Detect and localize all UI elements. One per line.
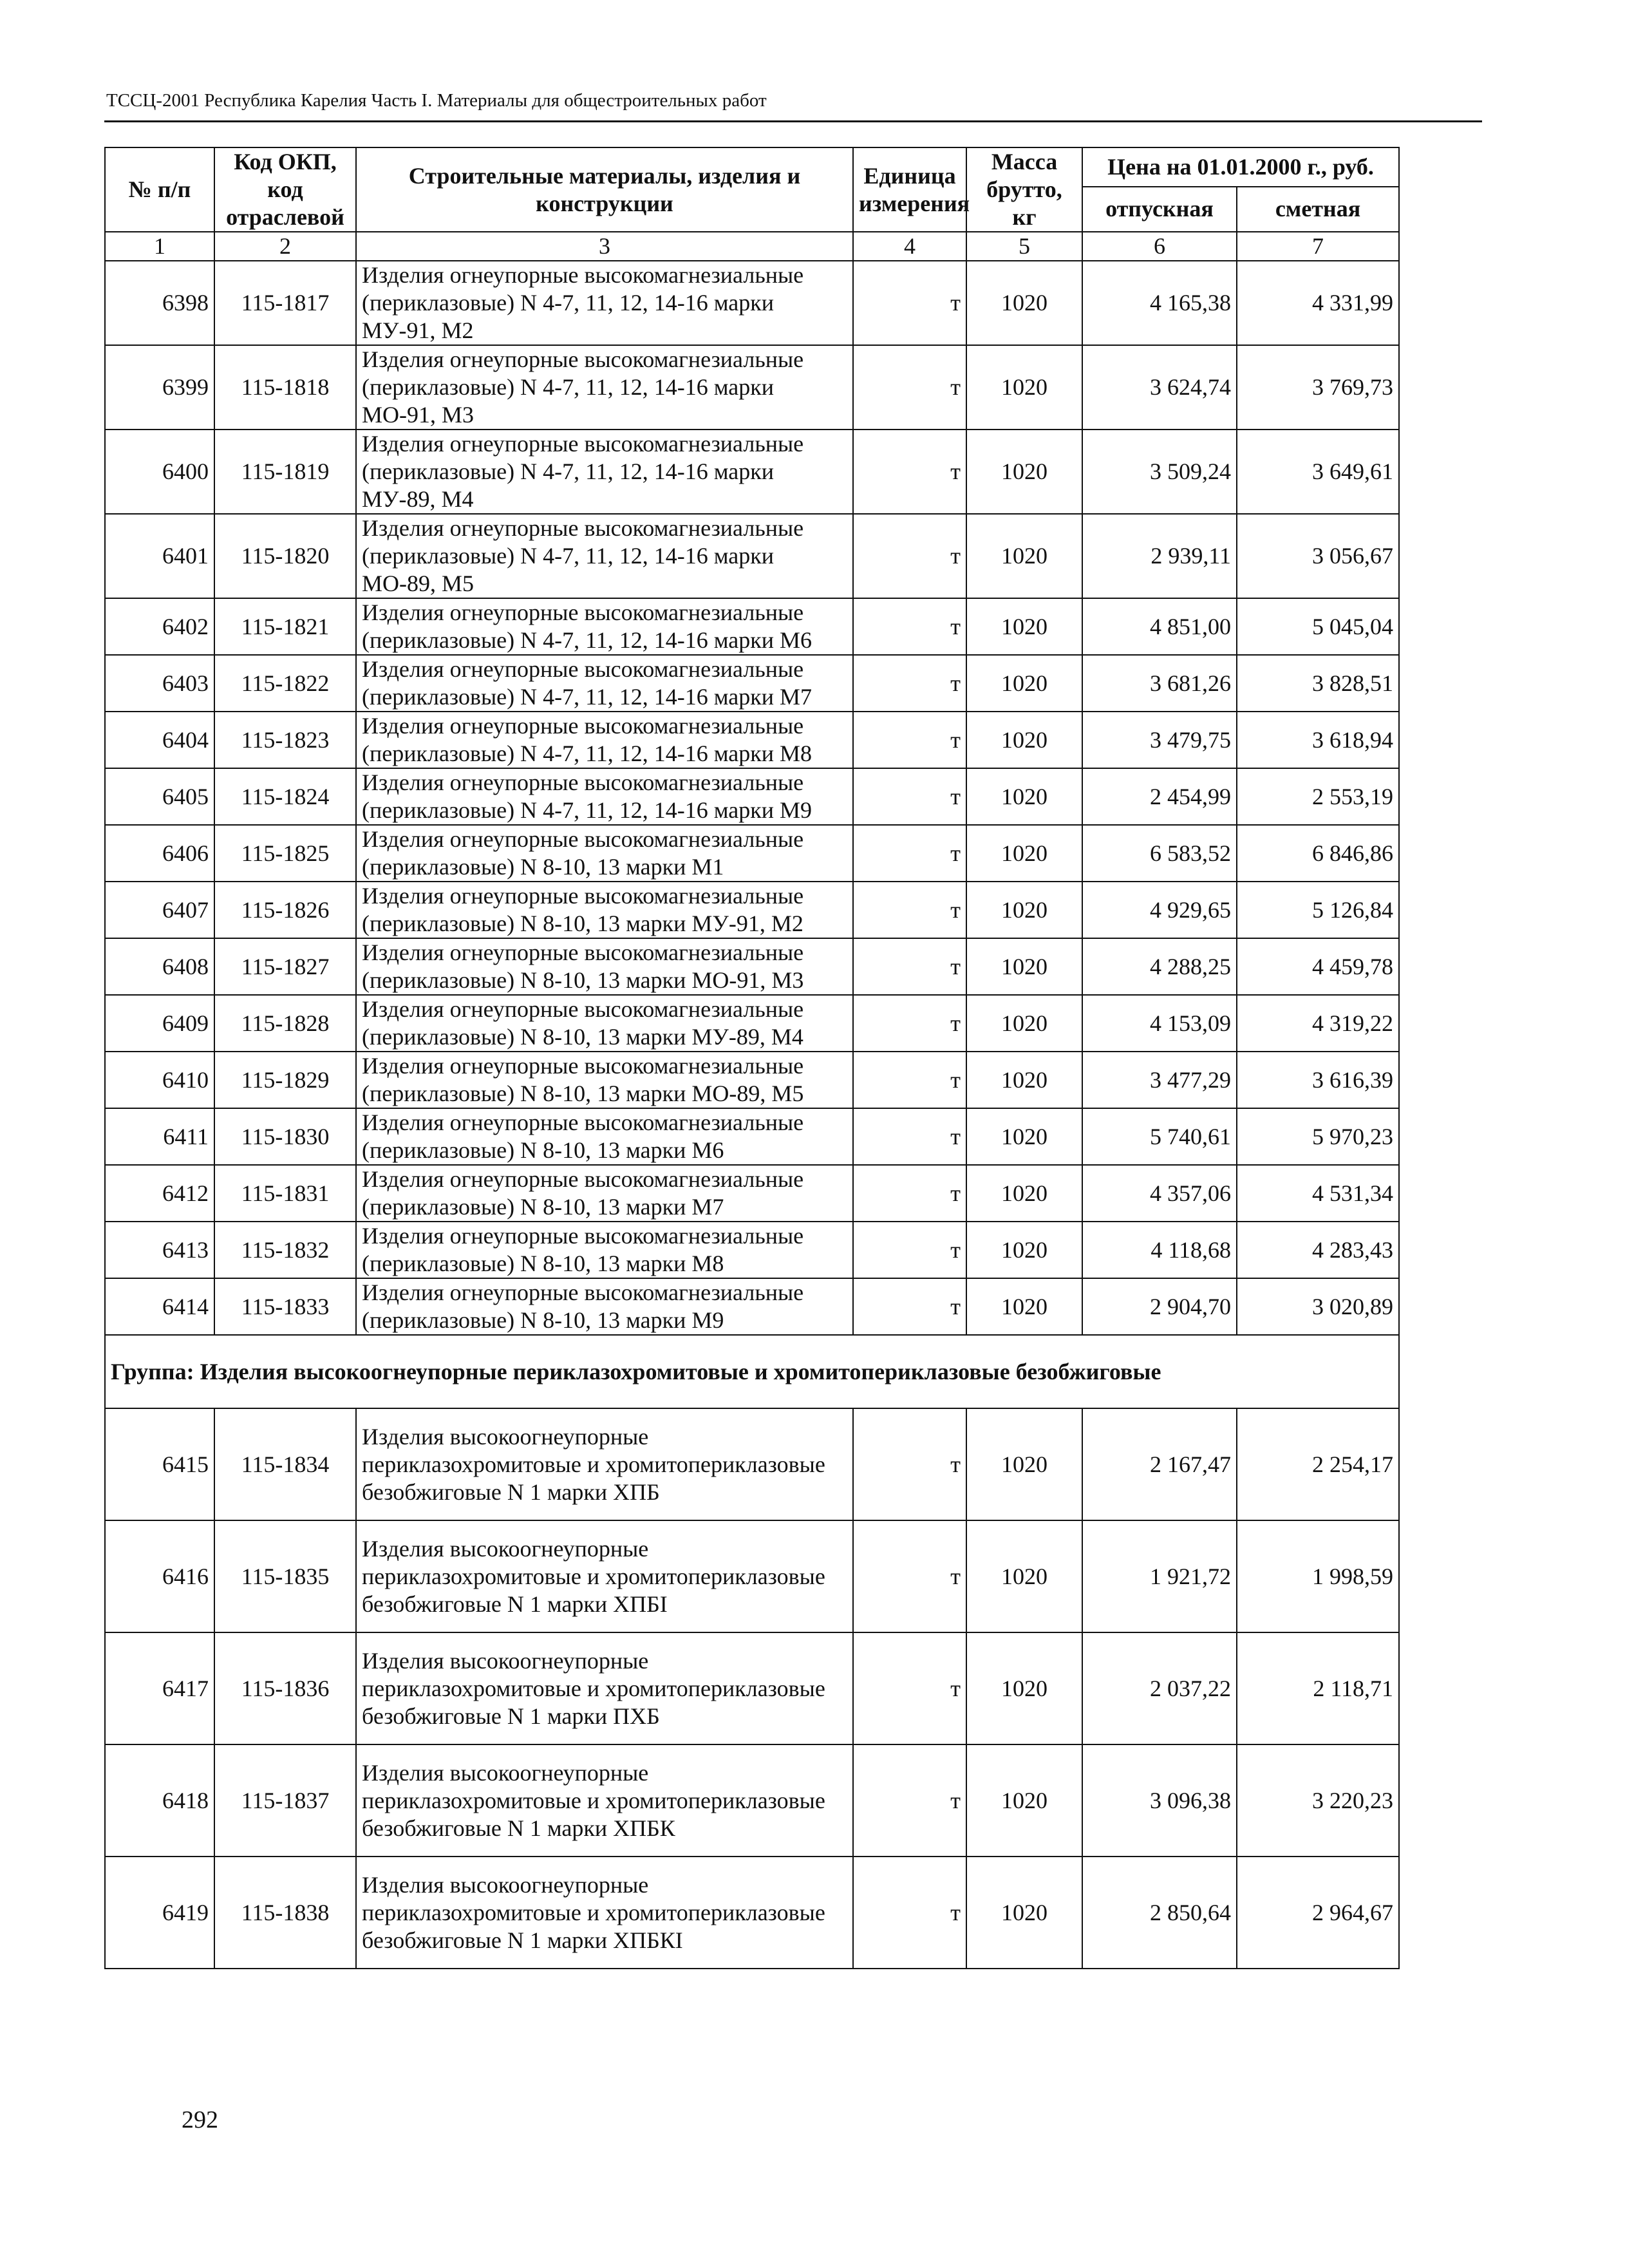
okp-code: 115-1838 — [214, 1857, 356, 1969]
row-number: 6409 — [105, 995, 214, 1052]
row-number: 6415 — [105, 1408, 214, 1520]
okp-code: 115-1832 — [214, 1222, 356, 1278]
material-name: Изделия огнеупорные высокомагнезиальные (периклазовые) N 4-7, 11, 12, 14-16 марки МУ-91, М2 — [356, 261, 853, 345]
material-name: Изделия огнеупорные высокомагнезиальные (периклазовые) N 4-7, 11, 12, 14-16 марки МУ-89, М4 — [356, 430, 853, 514]
estimate-price: 3 020,89 — [1237, 1278, 1399, 1335]
okp-code: 115-1822 — [214, 655, 356, 712]
release-price: 3 096,38 — [1082, 1744, 1237, 1857]
unit: т — [853, 1520, 966, 1632]
material-name: Изделия огнеупорные высокомагнезиальные (периклазовые) N 4-7, 11, 12, 14-16 марки М6 — [356, 598, 853, 655]
unit: т — [853, 345, 966, 430]
unit: т — [853, 712, 966, 768]
release-price: 2 850,64 — [1082, 1857, 1237, 1969]
row-number: 6411 — [105, 1108, 214, 1165]
row-number: 6413 — [105, 1222, 214, 1278]
material-name: Изделия огнеупорные высокомагнезиальные (периклазовые) N 8-10, 13 марки М9 — [356, 1278, 853, 1335]
row-number: 6405 — [105, 768, 214, 825]
estimate-price: 3 769,73 — [1237, 345, 1399, 430]
estimate-price: 4 459,78 — [1237, 938, 1399, 995]
okp-code: 115-1817 — [214, 261, 356, 345]
unit: т — [853, 1408, 966, 1520]
release-price: 4 288,25 — [1082, 938, 1237, 995]
release-price: 4 929,65 — [1082, 882, 1237, 938]
okp-code: 115-1827 — [214, 938, 356, 995]
release-price: 1 921,72 — [1082, 1520, 1237, 1632]
estimate-price: 4 331,99 — [1237, 261, 1399, 345]
okp-code: 115-1824 — [214, 768, 356, 825]
okp-code: 115-1818 — [214, 345, 356, 430]
gross-mass: 1020 — [966, 768, 1082, 825]
release-price: 3 509,24 — [1082, 430, 1237, 514]
okp-code: 115-1829 — [214, 1052, 356, 1108]
group-heading — [105, 1335, 1399, 1408]
page-number: 292 — [182, 2106, 218, 2133]
estimate-price: 4 531,34 — [1237, 1165, 1399, 1222]
estimate-price: 6 846,86 — [1237, 825, 1399, 882]
table-row — [105, 1278, 1399, 1335]
table-row — [105, 1520, 1399, 1632]
release-price: 2 904,70 — [1082, 1278, 1237, 1335]
gross-mass: 1020 — [966, 655, 1082, 712]
release-price: 4 153,09 — [1082, 995, 1237, 1052]
material-name: Изделия огнеупорные высокомагнезиальные (периклазовые) N 8-10, 13 марки МУ-89, М4 — [356, 995, 853, 1052]
gross-mass: 1020 — [966, 345, 1082, 430]
table-row — [105, 1052, 1399, 1108]
row-number: 6419 — [105, 1857, 214, 1969]
gross-mass: 1020 — [966, 995, 1082, 1052]
row-number: 6416 — [105, 1520, 214, 1632]
row-number: 6400 — [105, 430, 214, 514]
column-header-unit: Единица измерения — [853, 147, 966, 232]
okp-code: 115-1825 — [214, 825, 356, 882]
estimate-price: 5 126,84 — [1237, 882, 1399, 938]
release-price: 2 037,22 — [1082, 1632, 1237, 1744]
material-name: Изделия высокоогнеупорные периклазохромитовые и хромитопериклазовые безобжиговые N 1 марки ХПБКI — [356, 1857, 853, 1969]
estimate-price: 5 970,23 — [1237, 1108, 1399, 1165]
unit: т — [853, 1278, 966, 1335]
release-price: 6 583,52 — [1082, 825, 1237, 882]
material-name: Изделия огнеупорные высокомагнезиальные (периклазовые) N 4-7, 11, 12, 14-16 марки М9 — [356, 768, 853, 825]
material-name: Изделия огнеупорные высокомагнезиальные (периклазовые) N 8-10, 13 марки МО-91, М3 — [356, 938, 853, 995]
column-header-code: Код ОКП, код отраслевой — [214, 147, 356, 232]
unit: т — [853, 1632, 966, 1744]
column-index-row — [105, 232, 1399, 261]
row-number: 6401 — [105, 514, 214, 598]
material-name: Изделия огнеупорные высокомагнезиальные (периклазовые) N 4-7, 11, 12, 14-16 марки М8 — [356, 712, 853, 768]
column-index-5: 5 — [966, 232, 1082, 261]
table-row — [105, 825, 1399, 882]
gross-mass: 1020 — [966, 882, 1082, 938]
table-row — [105, 261, 1399, 345]
table-row — [105, 514, 1399, 598]
material-name: Изделия огнеупорные высокомагнезиальные (периклазовые) N 8-10, 13 марки МУ-91, М2 — [356, 882, 853, 938]
row-number: 6417 — [105, 1632, 214, 1744]
column-header-num: № п/п — [105, 147, 214, 232]
unit: т — [853, 995, 966, 1052]
estimate-price: 3 616,39 — [1237, 1052, 1399, 1108]
unit: т — [853, 1165, 966, 1222]
unit: т — [853, 1744, 966, 1857]
unit: т — [853, 938, 966, 995]
okp-code: 115-1830 — [214, 1108, 356, 1165]
table-row — [105, 768, 1399, 825]
table-row — [105, 882, 1399, 938]
okp-code: 115-1823 — [214, 712, 356, 768]
okp-code: 115-1833 — [214, 1278, 356, 1335]
estimate-price: 3 828,51 — [1237, 655, 1399, 712]
table-row — [105, 1744, 1399, 1857]
gross-mass: 1020 — [966, 514, 1082, 598]
okp-code: 115-1834 — [214, 1408, 356, 1520]
gross-mass: 1020 — [966, 1520, 1082, 1632]
row-number: 6418 — [105, 1744, 214, 1857]
unit: т — [853, 514, 966, 598]
release-price: 3 479,75 — [1082, 712, 1237, 768]
table-row — [105, 430, 1399, 514]
table-row — [105, 598, 1399, 655]
gross-mass: 1020 — [966, 1165, 1082, 1222]
table-row — [105, 1408, 1399, 1520]
gross-mass: 1020 — [966, 430, 1082, 514]
material-name: Изделия высокоогнеупорные периклазохромитовые и хромитопериклазовые безобжиговые N 1 марки ХПБI — [356, 1520, 853, 1632]
table-row — [105, 1165, 1399, 1222]
okp-code: 115-1831 — [214, 1165, 356, 1222]
release-price: 4 851,00 — [1082, 598, 1237, 655]
okp-code: 115-1837 — [214, 1744, 356, 1857]
column-index-2: 2 — [214, 232, 356, 261]
gross-mass: 1020 — [966, 1744, 1082, 1857]
estimate-price: 5 045,04 — [1237, 598, 1399, 655]
estimate-price: 3 220,23 — [1237, 1744, 1399, 1857]
material-name: Изделия огнеупорные высокомагнезиальные (периклазовые) N 8-10, 13 марки М6 — [356, 1108, 853, 1165]
estimate-price: 2 964,67 — [1237, 1857, 1399, 1969]
estimate-price: 4 319,22 — [1237, 995, 1399, 1052]
column-header-price-estimate: сметная — [1237, 187, 1399, 232]
table-header-row — [105, 147, 1399, 187]
table-row — [105, 1857, 1399, 1969]
unit: т — [853, 261, 966, 345]
material-name: Изделия огнеупорные высокомагнезиальные (периклазовые) N 8-10, 13 марки М7 — [356, 1165, 853, 1222]
unit: т — [853, 825, 966, 882]
estimate-price: 3 618,94 — [1237, 712, 1399, 768]
release-price: 4 118,68 — [1082, 1222, 1237, 1278]
unit: т — [853, 430, 966, 514]
gross-mass: 1020 — [966, 1052, 1082, 1108]
gross-mass: 1020 — [966, 261, 1082, 345]
row-number: 6414 — [105, 1278, 214, 1335]
release-price: 2 454,99 — [1082, 768, 1237, 825]
material-name: Изделия высокоогнеупорные периклазохромитовые и хромитопериклазовые безобжиговые N 1 марки ПХБ — [356, 1632, 853, 1744]
release-price: 2 939,11 — [1082, 514, 1237, 598]
row-number: 6410 — [105, 1052, 214, 1108]
column-header-price-release: отпускная — [1082, 187, 1237, 232]
release-price: 5 740,61 — [1082, 1108, 1237, 1165]
gross-mass: 1020 — [966, 1632, 1082, 1744]
release-price: 3 477,29 — [1082, 1052, 1237, 1108]
okp-code: 115-1821 — [214, 598, 356, 655]
table-row — [105, 1222, 1399, 1278]
gross-mass: 1020 — [966, 1857, 1082, 1969]
unit: т — [853, 1222, 966, 1278]
column-index-7: 7 — [1237, 232, 1399, 261]
estimate-price: 2 553,19 — [1237, 768, 1399, 825]
release-price: 3 624,74 — [1082, 345, 1237, 430]
column-index-4: 4 — [853, 232, 966, 261]
material-name: Изделия огнеупорные высокомагнезиальные (периклазовые) N 8-10, 13 марки М8 — [356, 1222, 853, 1278]
table-row — [105, 655, 1399, 712]
gross-mass: 1020 — [966, 938, 1082, 995]
material-name: Изделия огнеупорные высокомагнезиальные (периклазовые) N 4-7, 11, 12, 14-16 марки МО-89, М5 — [356, 514, 853, 598]
row-number: 6407 — [105, 882, 214, 938]
release-price: 2 167,47 — [1082, 1408, 1237, 1520]
okp-code: 115-1835 — [214, 1520, 356, 1632]
row-number: 6404 — [105, 712, 214, 768]
unit: т — [853, 655, 966, 712]
row-number: 6406 — [105, 825, 214, 882]
table-row — [105, 712, 1399, 768]
gross-mass: 1020 — [966, 712, 1082, 768]
row-number: 6402 — [105, 598, 214, 655]
row-number: 6398 — [105, 261, 214, 345]
column-header-price-group: Цена на 01.01.2000 г., руб. — [1082, 147, 1399, 187]
table-row — [105, 938, 1399, 995]
release-price: 4 165,38 — [1082, 261, 1237, 345]
okp-code: 115-1820 — [214, 514, 356, 598]
release-price: 3 681,26 — [1082, 655, 1237, 712]
okp-code: 115-1836 — [214, 1632, 356, 1744]
group-name: Изделия высокоогнеупорные периклазохромитовые и хромитопериклазовые безобжиговые — [200, 1358, 1161, 1384]
table-row — [105, 995, 1399, 1052]
group-heading-row — [105, 1335, 1399, 1408]
unit: т — [853, 768, 966, 825]
estimate-price: 2 118,71 — [1237, 1632, 1399, 1744]
column-index-3: 3 — [356, 232, 853, 261]
column-header-name: Строительные материалы, изделия и конструкции — [356, 147, 853, 232]
header-rule — [104, 120, 1482, 122]
unit: т — [853, 882, 966, 938]
column-index-1: 1 — [105, 232, 214, 261]
gross-mass: 1020 — [966, 598, 1082, 655]
okp-code: 115-1828 — [214, 995, 356, 1052]
gross-mass: 1020 — [966, 825, 1082, 882]
material-name: Изделия огнеупорные высокомагнезиальные (периклазовые) N 8-10, 13 марки М1 — [356, 825, 853, 882]
gross-mass: 1020 — [966, 1278, 1082, 1335]
estimate-price: 2 254,17 — [1237, 1408, 1399, 1520]
row-number: 6403 — [105, 655, 214, 712]
release-price: 4 357,06 — [1082, 1165, 1237, 1222]
price-table — [104, 147, 1400, 1969]
unit: т — [853, 598, 966, 655]
material-name: Изделия высокоогнеупорные периклазохромитовые и хромитопериклазовые безобжиговые N 1 марки ХПБ — [356, 1408, 853, 1520]
column-header-mass: Масса брутто, кг — [966, 147, 1082, 232]
gross-mass: 1020 — [966, 1222, 1082, 1278]
estimate-price: 1 998,59 — [1237, 1520, 1399, 1632]
unit: т — [853, 1052, 966, 1108]
table-row — [105, 1632, 1399, 1744]
row-number: 6412 — [105, 1165, 214, 1222]
row-number: 6408 — [105, 938, 214, 995]
group-label: Группа: — [111, 1358, 194, 1384]
material-name: Изделия высокоогнеупорные периклазохромитовые и хромитопериклазовые безобжиговые N 1 марки ХПБК — [356, 1744, 853, 1857]
okp-code: 115-1826 — [214, 882, 356, 938]
page-header: ТССЦ-2001 Республика Карелия Часть I. Материалы для общестроительных работ — [106, 90, 767, 111]
material-name: Изделия огнеупорные высокомагнезиальные (периклазовые) N 4-7, 11, 12, 14-16 марки МО-91, М3 — [356, 345, 853, 430]
column-index-6: 6 — [1082, 232, 1237, 261]
unit: т — [853, 1108, 966, 1165]
table-row — [105, 1108, 1399, 1165]
unit: т — [853, 1857, 966, 1969]
okp-code: 115-1819 — [214, 430, 356, 514]
material-name: Изделия огнеупорные высокомагнезиальные (периклазовые) N 8-10, 13 марки МО-89, М5 — [356, 1052, 853, 1108]
table-row — [105, 345, 1399, 430]
row-number: 6399 — [105, 345, 214, 430]
gross-mass: 1020 — [966, 1108, 1082, 1165]
estimate-price: 3 056,67 — [1237, 514, 1399, 598]
estimate-price: 3 649,61 — [1237, 430, 1399, 514]
material-name: Изделия огнеупорные высокомагнезиальные (периклазовые) N 4-7, 11, 12, 14-16 марки М7 — [356, 655, 853, 712]
estimate-price: 4 283,43 — [1237, 1222, 1399, 1278]
gross-mass: 1020 — [966, 1408, 1082, 1520]
